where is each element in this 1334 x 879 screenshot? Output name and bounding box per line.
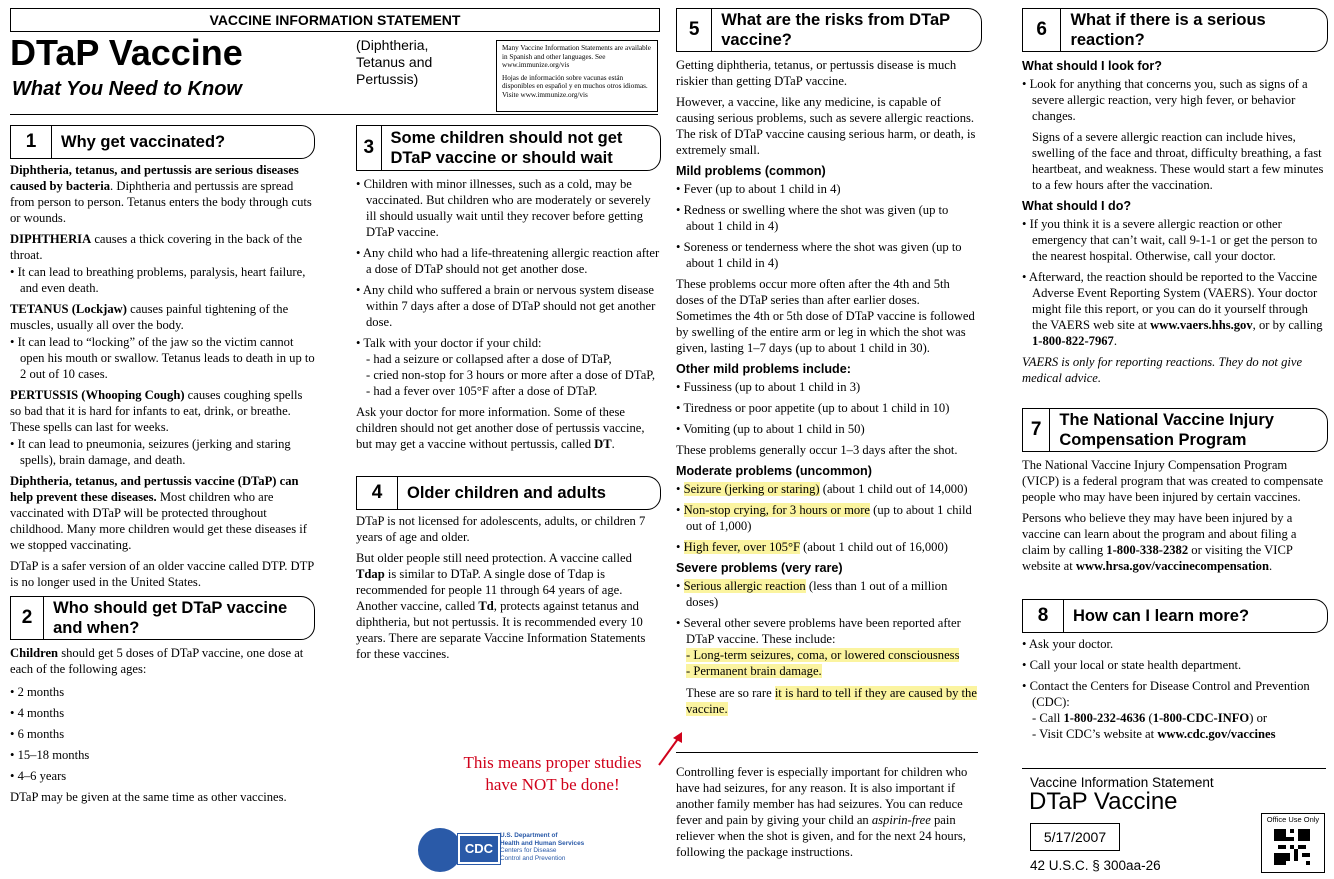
visit-cdc-line: - Visit CDC’s website at www.cdc.gov/vaccines (1032, 727, 1276, 741)
age-item: • 6 months (10, 726, 316, 742)
fever-paragraph: Controlling fever is especially important for children who have had seizures, for any reason. It is also important if another family member has had seizures. You can reduce fever and pain by giving your child an aspirin-free pain reliever when the shot is given, and for the next 24 hours, following the package instructions. (676, 765, 968, 859)
age-item: • 4 months (10, 705, 316, 721)
moderate-item: • Non-stop crying, for 3 hours or more (up to about 1 child out of 1,000) (676, 502, 978, 534)
section-title: What if there is a serious reaction? (1070, 11, 1266, 49)
footer-date: 5/17/2007 (1030, 823, 1120, 851)
section-7-header (1022, 408, 1328, 452)
annotation-line: have NOT be done! (485, 775, 620, 794)
moderate-heading: Moderate problems (uncommon) (676, 464, 872, 478)
call-cdc-line: - Call 1-800-232-4636 (1-800-CDC-INFO) or (1032, 711, 1268, 725)
section-title: Who should get DTaP vaccine and when? (53, 599, 288, 637)
s3-bullet: • Any child who had a life-threatening allergic reaction after a dose of DTaP should not get another dose. (356, 245, 662, 277)
section-number: 6 (1023, 9, 1061, 51)
section-title: Older children and adults (407, 484, 606, 502)
cdc-logo-mark: CDC (458, 834, 500, 864)
severe-sub-list (676, 647, 978, 717)
mild-item: • Redness or swelling where the shot was given (up to about 1 child in 4) (676, 202, 978, 234)
s5-paragraph: Getting diphtheria, tetanus, or pertussis disease is much riskier than getting DTaP vaccine. (676, 58, 957, 88)
s6-bullet: • Afterward, the reaction should be reported to the Vaccine Adverse Event Reporting System (VAERS). Your doctor might file this report, or you can do it yourself through the VAERS web site at www.vaers.hhs.gov, or by calling 1-800-822-7967. (1022, 269, 1326, 349)
section-title: Why get vaccinated? (61, 133, 226, 151)
severe-item: • Serious allergic reaction (less than 1 out of a million doses) (676, 578, 978, 610)
section-1-header (10, 125, 315, 159)
s3-bullet: • Any child who suffered a brain or nervous system disease within 7 days after a dose of DTaP should not get another dose. (356, 282, 662, 330)
intro-paragraph: Diphtheria, tetanus, and pertussis are serious diseases caused by bacteria. Diphtheria and pertussis are spread from person to person. Tetanus enters the body through cuts or wounds. (10, 163, 312, 225)
header-rule (10, 114, 658, 115)
vaccine-paragraph: Diphtheria, tetanus, and pertussis vaccine (DTaP) can help prevent these diseases. Most children who are vaccinated with DTaP will be protected throughout childhood. Many more children would get these diseases if we stopped vaccinating. (10, 474, 307, 552)
section-number: 1 (11, 126, 52, 158)
cdc-text-line: Centers for Disease (500, 847, 557, 855)
moderate-item: • Seizure (jerking or staring) (about 1 child out of 14,000) (676, 481, 978, 497)
footer-rule (1022, 768, 1326, 769)
s6-bullet: • Look for anything that concerns you, such as signs of a severe allergic reaction, very high fever, or behavior changes. (1022, 76, 1326, 124)
s4-paragraph: But older people still need protection. A vaccine called Tdap is similar to DTaP. A single dose of Tdap is recommended for people 11 through 64 years of age. Another vaccine, called Td, protects against tetanus and diphtheria, but not pertussis. It is recommended every 10 years. There are separate Vaccine Information Statements for these vaccines. (356, 551, 646, 661)
language-box (496, 40, 658, 112)
s3-bullet: • Talk with your doctor if your child: (356, 335, 662, 351)
other-mild-item: • Tiredness or poor appetite (up to about 1 child in 10) (676, 400, 978, 416)
section-5-header (676, 8, 982, 52)
annotation-arrow-icon (656, 728, 686, 768)
same-time-paragraph: DTaP may be given at the same time as other vaccines. (10, 790, 287, 804)
s6-signs-paragraph: Signs of a severe allergic reaction can include hives, swelling of the face and throat, difficulty breathing, a fast heartbeat, and weakness. These would start a few minutes to a few hours after the vaccination. (1032, 130, 1324, 192)
section-4-header (356, 476, 661, 510)
what-to-do-heading: What should I do? (1022, 199, 1132, 213)
dtp-paragraph: DTaP is a safer version of an older vaccine called DTP. DTP is no longer used in the United States. (10, 559, 314, 589)
s3-sub-item: - cried non-stop for 3 hours or more after a dose of DTaP, (366, 368, 656, 382)
page-title: DTaP Vaccine (10, 32, 243, 73)
section-6-header (1022, 8, 1328, 52)
disease-line: Tetanus and (356, 54, 433, 70)
section-4-body (356, 513, 662, 667)
language-box-en: Many Vaccine Information Statements are available in Spanish and other languages. See www.immunize.org/vis (502, 44, 651, 69)
s4-paragraph: DTaP is not licensed for adolescents, adults, or children 7 years of age and older. (356, 514, 646, 544)
section-2-header (10, 596, 315, 640)
s5-paragraph: However, a vaccine, like any medicine, is capable of causing serious problems, such as severe allergic reactions. The risk of DTaP vaccine causing serious harm, or death, is extremely small. (676, 95, 976, 157)
s3-sub-item: - had a fever over 105°F after a dose of DTaP. (366, 384, 598, 398)
other-mild-item: • Vomiting (up to about 1 child in 50) (676, 421, 978, 437)
section-number: 8 (1023, 600, 1064, 632)
hhs-seal-icon (418, 828, 462, 872)
s3-last-paragraph: Ask your doctor for more information. Some of these children should not get another dose of pertussis vaccine, but may get a vaccine without pertussis, called DT. (356, 405, 645, 451)
section-6-body (1022, 55, 1326, 391)
severe-sub-item: - Long-term seizures, coma, or lowered consciousness (686, 648, 960, 662)
qr-code-icon (1274, 829, 1310, 865)
look-for-heading: What should I look for? (1022, 59, 1162, 73)
footer-title: DTaP Vaccine (1029, 788, 1178, 815)
rare-note: These are so rare it is hard to tell if they are caused by the vaccine. (686, 686, 977, 716)
section-title: What are the risks from DTaP vaccine? (721, 11, 950, 49)
age-item: • 2 months (10, 684, 316, 700)
disease-list (356, 37, 432, 88)
other-mild-item: • Fussiness (up to about 1 child in 3) (676, 379, 978, 395)
section-7-body (1022, 457, 1326, 579)
vaers-note: VAERS is only for reporting reactions. They do not give medical advice. (1022, 355, 1303, 385)
disease-line: Pertussis) (356, 71, 419, 87)
section-number: 3 (357, 126, 382, 170)
s3-sub-item: - had a seizure or collapsed after a dose of DTaP, (366, 352, 612, 366)
cdc-logo (418, 826, 598, 874)
s3-bullet: • Children with minor illnesses, such as a cold, may be vaccinated. But children who are moderately or severely ill should usually wait until they recover before getting DTaP vaccine. (356, 176, 662, 240)
office-use-box (1261, 813, 1325, 873)
annotation-note (440, 752, 665, 796)
language-box-es: Hojas de información sobre vacunas están disponibles en español y en muchos otros idiomas. Visite www.immunize.org/vis (502, 73, 648, 99)
moderate-item: • High fever, over 105°F (about 1 child out of 16,000) (676, 539, 978, 555)
s7-paragraph: Persons who believe they may have been injured by a vaccine can learn about the program and about filing a claim by calling 1-800-338-2382 or visiting the VICP website at www.hrsa.gov/vaccinecompensation. (1022, 511, 1297, 573)
footer-label: Vaccine Information Statement (1030, 775, 1214, 790)
diphtheria-paragraph: DIPHTHERIA causes a thick covering in the back of the throat. (10, 232, 303, 262)
header-banner: VACCINE INFORMATION STATEMENT (10, 8, 660, 32)
age-item: • 4–6 years (10, 768, 316, 784)
s5-rule (676, 752, 978, 753)
section-8-header (1022, 599, 1328, 633)
pertussis-paragraph: PERTUSSIS (Whooping Cough) causes coughing spells so bad that it is hard for infants to eat, drink, or breathe. These spells can last for weeks. (10, 388, 303, 434)
section-title: The National Vaccine Injury Compensation Program (1059, 411, 1274, 449)
tetanus-paragraph: TETANUS (Lockjaw) causes painful tightening of the muscles, usually all over the body. (10, 302, 289, 332)
diphtheria-bullet: • It can lead to breathing problems, paralysis, heart failure, and even death. (10, 264, 316, 296)
section-number: 7 (1023, 409, 1050, 451)
mild-item: • Soreness or tenderness where the shot was given (up to about 1 child in 4) (676, 239, 978, 271)
section-3-body (356, 176, 662, 457)
cdc-text (500, 832, 584, 862)
section-number: 5 (677, 9, 712, 51)
section-title: Some children should not get DTaP vaccine or should wait (390, 129, 623, 167)
section-5-body (676, 57, 978, 717)
severe-sub-item: - Permanent brain damage. (686, 664, 822, 678)
disease-line: (Diphtheria, (356, 37, 429, 53)
severe-item: • Several other severe problems have been reported after DTaP vaccine. These include: (676, 615, 978, 647)
section-3-header (356, 125, 661, 171)
section-number: 2 (11, 597, 44, 639)
age-item: • 15–18 months (10, 747, 316, 763)
children-paragraph: Children should get 5 doses of DTaP vaccine, one dose at each of the following ages: (10, 646, 304, 676)
page-subtitle: What You Need to Know (12, 78, 242, 100)
mild-heading: Mild problems (common) (676, 164, 826, 178)
mild-item: • Fever (up to about 1 child in 4) (676, 181, 978, 197)
section-title: How can I learn more? (1073, 607, 1250, 625)
s8-bullet: • Call your local or state health department. (1022, 657, 1326, 673)
cdc-text-line: Health and Human Services (500, 839, 585, 847)
other-mild-paragraph: These problems generally occur 1–3 days after the shot. (676, 443, 958, 457)
tetanus-bullet: • It can lead to “locking” of the jaw so the victim cannot open his mouth or swallow. Tetanus leads to death in up to 2 out of 10 cases. (10, 334, 316, 382)
annotation-line: This means proper studies (463, 753, 642, 772)
pertussis-bullet: • It can lead to pneumonia, seizures (jerking and staring spells), brain damage, and death. (10, 436, 316, 468)
section-2-body (10, 645, 316, 810)
s7-paragraph: The National Vaccine Injury Compensation Program (VICP) is a federal program that was created to compensate people who may have been injured by certain vaccines. (1022, 458, 1324, 504)
mild-paragraph: These problems occur more often after the 4th and 5th doses of the DTaP series than after earlier doses. Sometimes the 4th or 5th dose of DTaP vaccine is followed by swelling of the entire arm or leg in which the shot was given, lasting 1–7 days (up to about 1 child in 30). (676, 277, 975, 355)
cdc-text-line: U.S. Department of (500, 832, 558, 839)
office-use-label: Office Use Only (1266, 815, 1320, 824)
footer-code: 42 U.S.C. § 300aa-26 (1030, 858, 1161, 873)
s8-bullet: • Contact the Centers for Disease Control and Prevention (CDC): (1022, 678, 1326, 710)
section-number: 4 (357, 477, 398, 509)
cdc-text-line: Control and Prevention (500, 854, 566, 862)
section-1-body (10, 162, 316, 595)
section-8-body (1022, 636, 1326, 742)
other-mild-heading: Other mild problems include: (676, 362, 851, 376)
s8-bullet: • Ask your doctor. (1022, 636, 1326, 652)
severe-heading: Severe problems (very rare) (676, 561, 843, 575)
s6-bullet: • If you think it is a severe allergic reaction or other emergency that can’t wait, call 9-1-1 or get the person to the nearest hospital. Otherwise, call your doctor. (1022, 216, 1326, 264)
